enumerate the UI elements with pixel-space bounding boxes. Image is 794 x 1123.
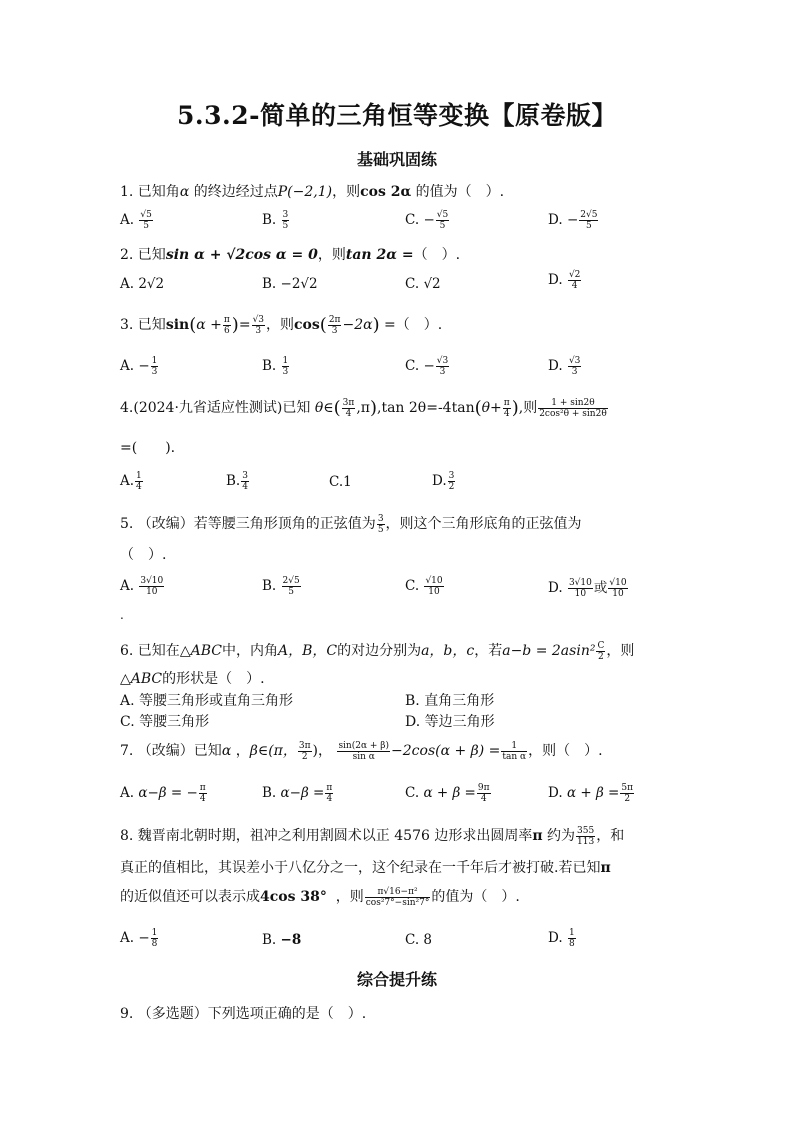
stray-period: . — [120, 608, 124, 622]
q3-option-d[interactable]: D. $\frac{√3}{3}$ — [548, 356, 581, 377]
q3-option-b[interactable]: B. $\frac{1}{3}$ — [262, 356, 289, 377]
q4-option-a[interactable]: A. $\frac{1}{4}$ — [120, 471, 142, 492]
q1-option-b[interactable]: B. $\frac{3}{5}$ — [262, 210, 289, 231]
q2-option-b[interactable]: B. −2√2 — [262, 276, 318, 292]
q7-option-c[interactable]: C. α + β = $\frac{9\pi}{4}$ — [405, 783, 490, 804]
page-title: 5.3.2-简单的三角恒等变换【原卷版】 — [177, 101, 617, 130]
q5-option-c[interactable]: C. $\frac{√10}{10}$ — [405, 576, 443, 597]
section-heading-basic: 基础巩固练 — [356, 150, 437, 169]
q1-option-d[interactable]: D. − $\frac{2√5}{5}$ — [548, 210, 598, 231]
question-7-stem: 7. （改编）已知α ，β∈(π， $\frac{3\pi}{2}$ )， $\frac{\sin(2\alpha + \beta)}{\text{sin α}}$ −2cos(α + β) = $\frac{1}{\text{tan α}}$ ，则（ ）. — [120, 740, 603, 762]
q7-option-d[interactable]: D. α + β = $\frac{5\pi}{2}$ — [548, 783, 634, 804]
q6-option-a[interactable]: A. 等腰三角形或直角三角形 — [120, 693, 294, 709]
q3-option-c[interactable]: C. − $\frac{√3}{3}$ — [405, 356, 449, 377]
q6-option-d[interactable]: D. 等边三角形 — [405, 714, 495, 730]
q3-option-a[interactable]: A. − $\frac{1}{3}$ — [120, 356, 158, 377]
q8-option-a[interactable]: A. − $\frac{1}{8}$ — [120, 928, 158, 949]
q6-option-b[interactable]: B. 直角三角形 — [405, 693, 495, 709]
question-5-stem: 5. （改编）若等腰三角形顶角的正弦值为 $\frac{3}{5}$ ，则这个三角形底角的正弦值为 — [120, 513, 582, 535]
question-6-stem: 6. 已知在△ABC中，内角A，B，C的对边分别为a，b，c，若a−b = 2asin² $\frac{C}{2}$ ，则 — [120, 640, 635, 662]
q1-option-c[interactable]: C. − $\frac{√5}{5}$ — [405, 210, 449, 231]
q4-option-d[interactable]: D. $\frac{3}{2}$ — [432, 471, 455, 492]
q7-option-a[interactable]: A. α−β = − $\frac{\pi}{4}$ — [120, 783, 206, 804]
q1-option-a[interactable]: A. $\frac{√5}{5}$ — [120, 210, 152, 231]
q4-option-c[interactable]: C.1 — [329, 474, 352, 490]
q4-option-b[interactable]: B. $\frac{3}{4}$ — [226, 471, 248, 492]
q8-option-d[interactable]: D. $\frac{1}{8}$ — [548, 928, 575, 949]
q8-option-b[interactable]: B. −8 — [262, 932, 302, 948]
question-4-line2: =( ). — [120, 440, 176, 456]
q6-option-c[interactable]: C. 等腰三角形 — [120, 714, 210, 730]
q2-option-d[interactable]: D. $\frac{√2}{4}$ — [548, 270, 581, 291]
question-1-stem: 1. 已知角α 的终边经过点P(−2,1)，则cos 2α 的值为（ ）. — [120, 184, 505, 200]
question-8-line2: 真正的值相比，其误差小于八亿分之一，这个纪录在一千年后才被打破.若已知π — [120, 860, 611, 876]
q5-option-b[interactable]: B. $\frac{2√5}{5}$ — [262, 576, 300, 597]
question-8-line3: 的近似值还可以表示成4cos 38° ，则 $\frac{\text{π√16−π²}}{\text{cos²7°−sin²7°}}$ 的值为（ ）. — [120, 886, 520, 908]
q7-option-b[interactable]: B. α−β = $\frac{\pi}{4}$ — [262, 783, 333, 804]
question-8-line1: 8. 魏晋南北朝时期，祖冲之利用割圆术以正 4576 边形求出圆周率π 约为 $\frac{355}{113}$ ，和 — [120, 825, 625, 847]
question-3-stem: 3. 已知sin(α + $\frac{\pi}{6}$ )= $\frac{√3}{3}$ ，则cos( $\frac{2\pi}{3}$ −2α) =（ ）. — [120, 314, 443, 336]
section-heading-advanced: 综合提升练 — [356, 970, 437, 989]
q2-option-c[interactable]: C. √2 — [405, 276, 441, 292]
q5-option-a[interactable]: A. $\frac{3√10}{10}$ — [120, 576, 164, 597]
question-9-stem: 9. （多选题）下列选项正确的是（ ）. — [120, 1006, 367, 1022]
q5-option-d[interactable]: D. $\frac{3√10}{10}$ 或 $\frac{√10}{10}$ — [548, 578, 627, 599]
question-4-stem: 4.(2024·九省适应性测试)已知 θ∈( $\frac{3\pi}{4}$ ,π),tan 2θ=-4tan(θ+ $\frac{\pi}{4}$ ),则 $\frac{1 + \sin 2\theta}{\text{2cos²θ + sin2θ}}$ — [120, 397, 607, 419]
question-6-line2: △ABC的形状是（ ）. — [120, 671, 265, 687]
question-2-stem: 2. 已知sin α + √2cos α = 0，则tan 2α =（ ）. — [120, 247, 461, 263]
q2-option-a[interactable]: A. 2√2 — [120, 276, 165, 292]
question-5-line2: （ ）. — [120, 547, 167, 563]
q8-option-c[interactable]: C. 8 — [405, 932, 433, 948]
